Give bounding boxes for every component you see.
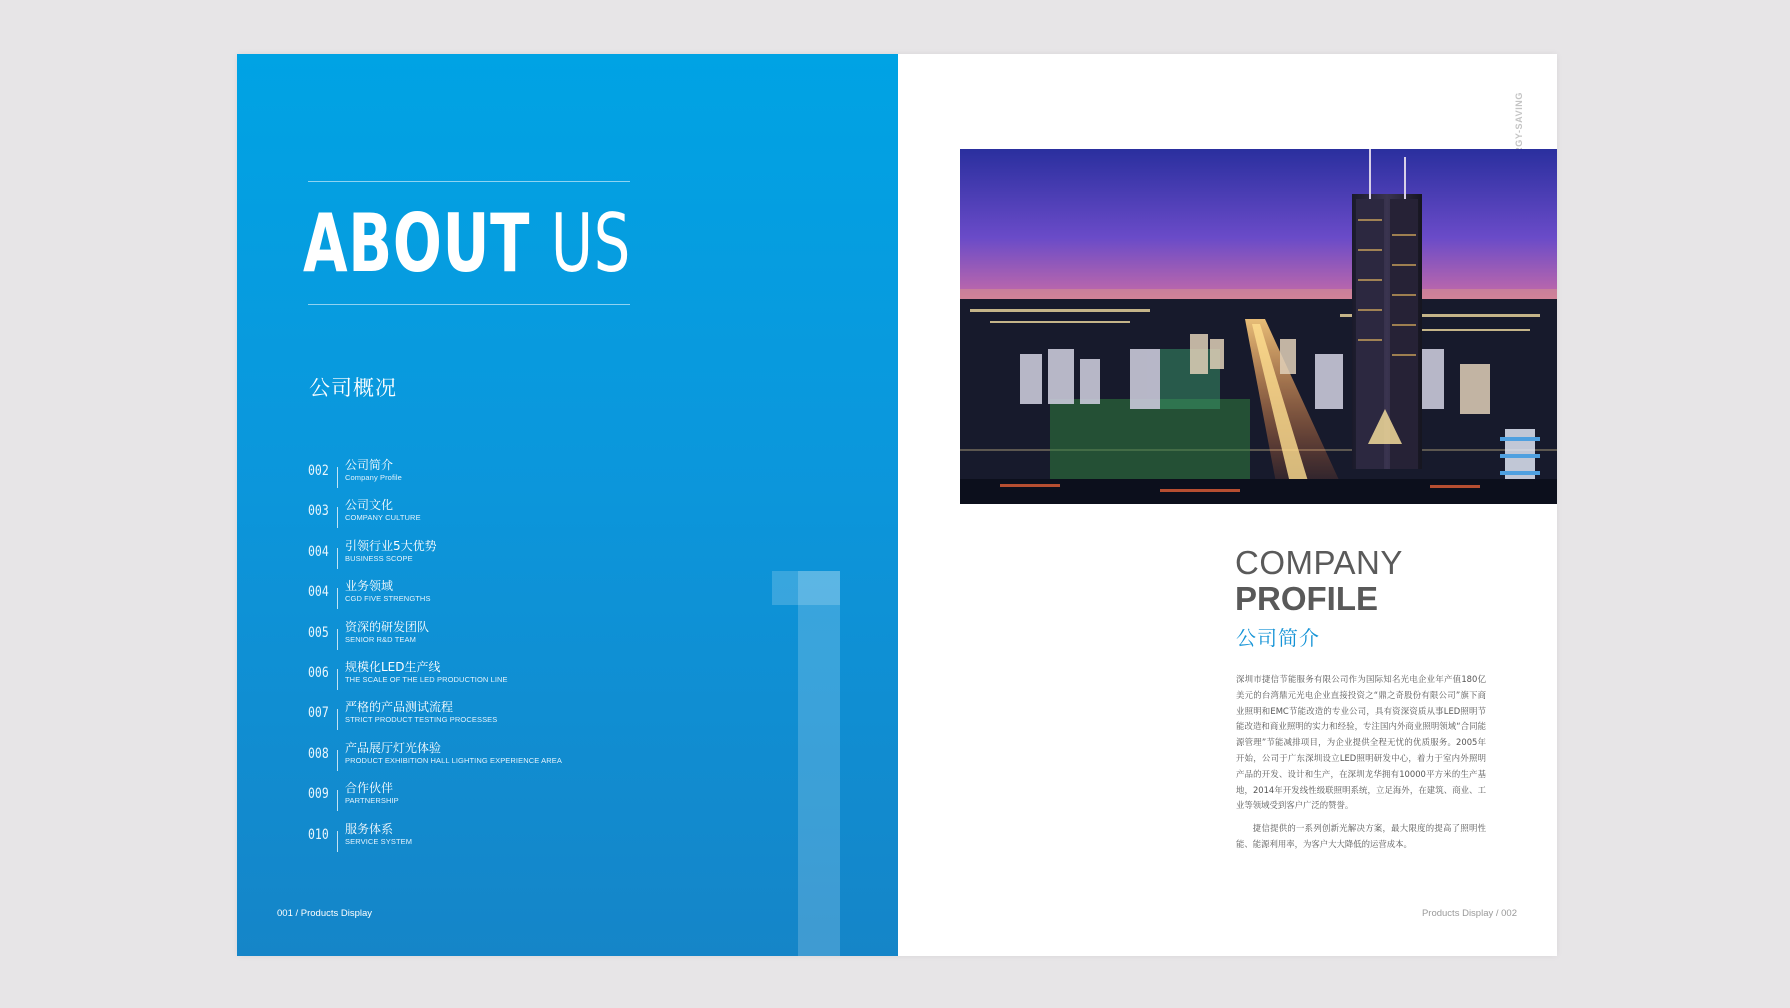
city-skyline-photo xyxy=(960,149,1557,504)
right-page-folio: Products Display / 002 xyxy=(1421,908,1517,919)
toc-text xyxy=(345,822,412,847)
toc-text xyxy=(345,700,497,725)
left-page xyxy=(237,54,898,956)
toc-item xyxy=(308,700,708,740)
toc-title-chinese: 业务领域 xyxy=(345,579,394,594)
profile-paragraph-2: 捷信提供的一系列创新光解决方案，最大限度的提高了照明性能、能源利用率，为客户大大降低的运营成本。 xyxy=(1236,823,1486,849)
toc-text xyxy=(345,539,437,564)
profile-heading-bold: PROFILE xyxy=(1235,580,1379,617)
toc-item xyxy=(308,620,708,660)
toc-text xyxy=(345,781,399,806)
toc-title-english: BUSINESS SCOPE xyxy=(345,553,413,563)
title-top-rule xyxy=(308,181,630,182)
toc-title-chinese: 规模化LED生产线 xyxy=(345,659,441,674)
table-of-contents xyxy=(308,458,708,862)
toc-item xyxy=(308,539,708,579)
toc-divider xyxy=(337,831,338,852)
toc-title-chinese: 公司文化 xyxy=(345,498,394,513)
toc-page-number: 010 xyxy=(308,826,329,843)
toc-divider xyxy=(337,467,338,488)
toc-title-chinese: 服务体系 xyxy=(345,821,394,836)
toc-title-chinese: 严格的产品测试流程 xyxy=(345,700,454,715)
toc-title-chinese: 资深的研发团队 xyxy=(345,619,430,634)
toc-text xyxy=(345,458,402,483)
toc-title-chinese: 合作伙伴 xyxy=(345,781,394,796)
toc-divider xyxy=(337,629,338,650)
about-us-title xyxy=(303,197,632,290)
toc-item xyxy=(308,498,708,538)
toc-text xyxy=(345,660,508,685)
large-section-number xyxy=(772,571,898,956)
toc-title-english: SENIOR R&D TEAM xyxy=(345,634,416,644)
toc-divider xyxy=(337,709,338,730)
toc-item xyxy=(308,579,708,619)
toc-item xyxy=(308,741,708,781)
toc-divider xyxy=(337,669,338,690)
toc-text xyxy=(345,498,421,523)
toc-item xyxy=(308,781,708,821)
toc-title-chinese: 产品展厅灯光体验 xyxy=(345,740,442,755)
toc-item xyxy=(308,458,708,498)
toc-title-english: STRICT PRODUCT TESTING PROCESSES xyxy=(345,715,498,725)
toc-page-number: 004 xyxy=(308,584,329,601)
left-page-folio: 001 / Products Display xyxy=(277,908,373,919)
toc-item xyxy=(308,822,708,862)
toc-title-english: COMPANY CULTURE xyxy=(345,513,421,523)
toc-text xyxy=(345,579,431,604)
toc-page-number: 003 xyxy=(308,503,329,520)
profile-paragraph-1: 深圳市捷信节能服务有限公司作为国际知名光电企业年产值180亿美元的台湾鼎元光电企业直接投资之“鼎之奇股份有限公司”旗下商业照明和EMC节能改造的专业公司，具有资深资质从事LED照明节能改造和商业照明的实力和经验，专注国内外商业照明领域“合同能源管理”节能减排项目，为企业提供全程无忧的优质服务。2005年开始，公司于广东深圳设立LED照明研发中心，着力于室内外照明产品的开发、设计和生产，在深圳龙华拥有10000平方米的生产基地，2014年开发线性级联照明系统，立足海外，在建筑、商业、工业等领域受到客户广泛的赞誉。 xyxy=(1236,674,1486,811)
toc-page-number: 009 xyxy=(308,786,329,803)
toc-page-number: 002 xyxy=(308,463,329,479)
title-bottom-rule xyxy=(308,304,630,305)
toc-text xyxy=(345,620,429,645)
left-subtitle: 公司概况 xyxy=(309,376,397,400)
toc-divider xyxy=(337,548,338,569)
toc-divider xyxy=(337,588,338,609)
toc-page-number: 008 xyxy=(308,745,329,762)
toc-title-english: PARTNERSHIP xyxy=(345,796,399,806)
brochure-spread xyxy=(237,54,1557,956)
toc-title-english: PRODUCT EXHIBITION HALL LIGHTING EXPERIENCE AREA xyxy=(345,755,562,765)
toc-page-number: 004 xyxy=(308,543,329,560)
toc-title-english: Company Profile xyxy=(345,473,402,482)
toc-divider xyxy=(337,750,338,771)
toc-text xyxy=(345,741,562,766)
profile-heading-light: COMPANY xyxy=(1235,544,1403,581)
toc-item xyxy=(308,660,708,700)
toc-title-chinese: 公司简介 xyxy=(345,458,394,472)
title-bold-word: ABOUT xyxy=(303,197,531,290)
title-light-word: US xyxy=(550,197,632,290)
toc-divider xyxy=(337,790,338,811)
toc-page-number: 006 xyxy=(308,664,329,681)
right-page xyxy=(898,54,1557,956)
toc-title-english: THE SCALE OF THE LED PRODUCTION LINE xyxy=(345,674,508,684)
toc-page-number: 005 xyxy=(308,624,329,641)
toc-page-number: 007 xyxy=(308,705,329,722)
profile-body-text xyxy=(1236,672,1486,853)
toc-title-english: CGD FIVE STRENGTHS xyxy=(345,594,431,604)
profile-heading-chinese: 公司简介 xyxy=(1236,626,1320,650)
toc-title-chinese: 引领行业5大优势 xyxy=(345,538,437,553)
toc-title-english: SERVICE SYSTEM xyxy=(345,836,413,846)
toc-divider xyxy=(337,507,338,528)
